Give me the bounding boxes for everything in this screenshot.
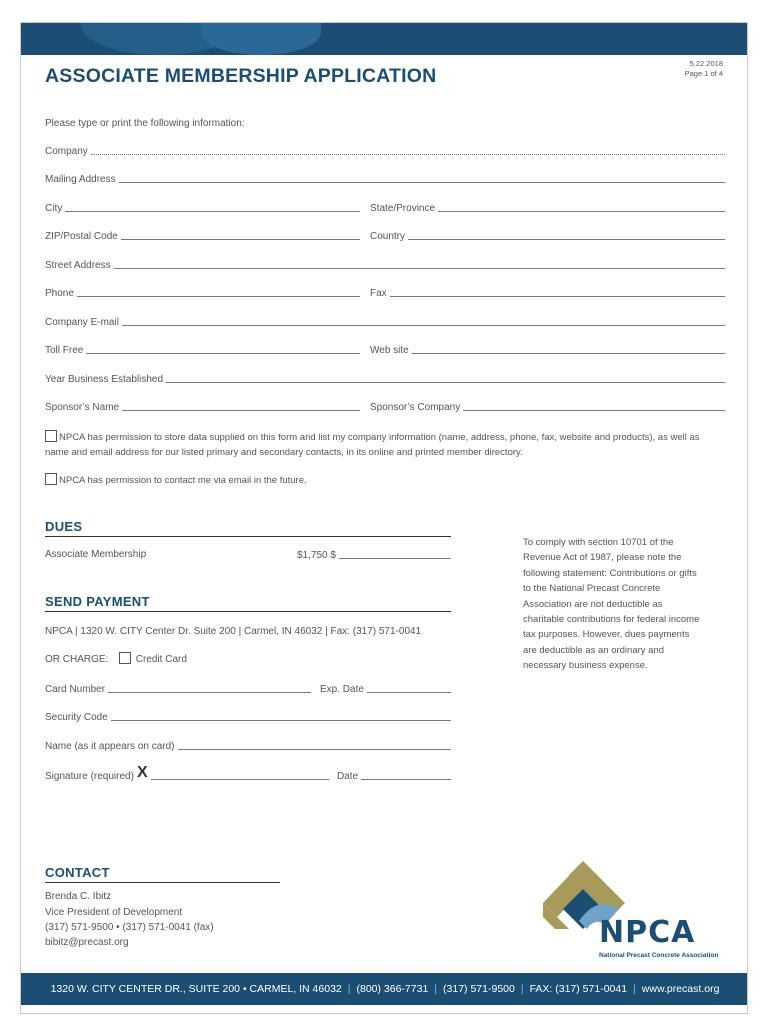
exp-date-input-line[interactable] <box>367 692 451 693</box>
street-address-input-line[interactable] <box>114 268 725 269</box>
company-field[interactable] <box>45 143 725 157</box>
contact-title: Vice President of Development <box>45 907 183 918</box>
card-number-input-line[interactable] <box>108 692 311 693</box>
footer-phone: (317) 571-9500 <box>443 983 515 995</box>
footer-separator: | <box>520 983 524 995</box>
sponsor-name-field[interactable] <box>45 399 360 413</box>
contact-name: Brenda C. Ibitz <box>45 891 112 902</box>
security-code-input-line[interactable] <box>111 720 451 721</box>
dues-amount-label: $1,750 $ <box>297 550 336 561</box>
signature-input-line[interactable] <box>151 779 329 780</box>
state-input-line[interactable] <box>438 211 725 212</box>
dues-item-label: Associate Membership <box>45 549 147 560</box>
payment-address: NPCA | 1320 W. CITY Center Dr. Suite 200 | Carmel, IN 46032 | Fax: (317) 571-0041 <box>45 626 422 637</box>
page-meta <box>685 59 723 79</box>
signature-field[interactable] <box>45 764 329 782</box>
npca-logo-text: NPCA <box>599 915 696 950</box>
toll-free-label: Toll Free <box>45 345 84 356</box>
name-on-card-field[interactable] <box>45 738 451 752</box>
city-label: City <box>45 203 63 214</box>
card-number-field[interactable] <box>45 681 311 695</box>
signature-label: Signature (required) <box>45 771 134 782</box>
email-permission-row <box>45 473 725 488</box>
application-page <box>20 22 748 1014</box>
contact-phones: (317) 571-9500 • (317) 571-0041 (fax) <box>45 922 214 933</box>
signature-date-label: Date <box>337 771 359 782</box>
npca-logo-mark <box>539 855 739 967</box>
dues-amount-field[interactable] <box>297 547 451 561</box>
signature-date-field[interactable] <box>337 768 451 782</box>
zip-input-line[interactable] <box>121 239 360 240</box>
mailing-address-input-line[interactable] <box>119 182 725 183</box>
toll-free-input-line[interactable] <box>86 353 360 354</box>
credit-card-option <box>119 652 187 665</box>
sponsor-company-input-line[interactable] <box>463 410 725 411</box>
or-charge-label: OR CHARGE: <box>45 654 109 665</box>
name-on-card-input-line[interactable] <box>178 749 451 750</box>
dues-amount-input-line[interactable] <box>339 558 451 559</box>
zip-field[interactable] <box>45 228 360 242</box>
footer-phone-tollfree: (800) 366-7731 <box>356 983 429 995</box>
header-band <box>21 23 748 55</box>
email-permission-text: NPCA has permission to contact me via email in the future. <box>59 475 307 486</box>
mailing-address-label: Mailing Address <box>45 174 116 185</box>
footer-fax: FAX: (317) 571-0041 <box>529 983 628 995</box>
npca-logo-subtitle: National Precast Concrete Association <box>599 952 719 959</box>
city-input-line[interactable] <box>65 211 360 212</box>
website-label: Web site <box>370 345 409 356</box>
card-number-label: Card Number <box>45 684 106 695</box>
sponsor-name-input-line[interactable] <box>122 410 360 411</box>
contact-email[interactable]: bibitz@precast.org <box>45 937 129 948</box>
signature-x-mark: X <box>136 764 148 781</box>
year-established-input-line[interactable] <box>166 382 725 383</box>
year-established-label: Year Business Established <box>45 374 164 385</box>
state-label: State/Province <box>370 203 436 214</box>
footer-separator: | <box>347 983 351 995</box>
exp-date-label: Exp. Date <box>320 684 364 695</box>
company-input-line[interactable] <box>91 154 725 155</box>
footer-bar <box>21 973 748 1005</box>
country-label: Country <box>370 231 406 242</box>
name-on-card-label: Name (as it appears on card) <box>45 741 175 752</box>
street-address-label: Street Address <box>45 260 111 271</box>
website-input-line[interactable] <box>412 353 725 354</box>
credit-card-checkbox[interactable] <box>119 652 131 664</box>
mailing-address-field[interactable] <box>45 171 725 185</box>
city-field[interactable] <box>45 200 360 214</box>
credit-card-label: Credit Card <box>135 654 187 665</box>
zip-label: ZIP/Postal Code <box>45 231 118 242</box>
contact-heading: CONTACT <box>45 865 280 883</box>
security-code-label: Security Code <box>45 712 108 723</box>
state-field[interactable] <box>370 200 725 214</box>
page-title: ASSOCIATE MEMBERSHIP APPLICATION <box>45 65 437 87</box>
footer-separator: | <box>633 983 636 995</box>
send-payment-heading: SEND PAYMENT <box>45 594 451 612</box>
country-input-line[interactable] <box>408 239 725 240</box>
company-email-input-line[interactable] <box>122 325 725 326</box>
email-permission-checkbox[interactable] <box>45 473 57 485</box>
form-intro: Please type or print the following information: <box>45 118 245 129</box>
page-number: Page 1 of 4 <box>684 69 723 78</box>
website-field[interactable] <box>370 342 725 356</box>
fax-input-line[interactable] <box>390 296 725 297</box>
signature-date-input-line[interactable] <box>361 779 451 780</box>
year-established-field[interactable] <box>45 371 725 385</box>
data-permission-checkbox[interactable] <box>45 430 57 442</box>
sponsor-name-label: Sponsor’s Name <box>45 402 120 413</box>
footer-separator: | <box>434 983 438 995</box>
company-email-label: Company E-mail <box>45 317 119 328</box>
company-email-field[interactable] <box>45 314 725 328</box>
phone-field[interactable] <box>45 285 360 299</box>
street-address-field[interactable] <box>45 257 725 271</box>
revision-date: 5.22.2018 <box>689 59 723 68</box>
footer-website-link[interactable]: www.precast.org <box>641 983 720 995</box>
header-wave-decoration <box>201 23 321 55</box>
sponsor-company-field[interactable] <box>370 399 725 413</box>
dues-heading: DUES <box>45 519 451 537</box>
data-permission-text: NPCA has permission to store data supplied on this form and list my company information (name, address, phone, fax, website and products), as well as name and email address for our listed primary and secondary contacts, in its online and printed member directory. <box>45 432 700 458</box>
sponsor-company-label: Sponsor’s Company <box>370 402 461 413</box>
country-field[interactable] <box>370 228 725 242</box>
fax-label: Fax <box>370 288 387 299</box>
toll-free-field[interactable] <box>45 342 360 356</box>
footer-address: 1320 W. CITY CENTER DR., SUITE 200 • CARMEL, IN 46032 <box>50 983 342 995</box>
phone-label: Phone <box>45 288 74 299</box>
data-permission-row <box>45 430 725 460</box>
fax-field[interactable] <box>370 285 725 299</box>
company-label: Company <box>45 146 88 157</box>
phone-input-line[interactable] <box>77 296 360 297</box>
exp-date-field[interactable] <box>320 681 451 695</box>
tax-deduction-note: To comply with section 10701 of the Revenue Act of 1987, please note the following statement: Contributions or gifts to the National Precast Concrete Association are not deductible as charitable contributions for federal income tax purposes. However, dues payments are deductible as an ordinary and necessary business expense. <box>523 537 700 672</box>
security-code-field[interactable] <box>45 709 451 723</box>
